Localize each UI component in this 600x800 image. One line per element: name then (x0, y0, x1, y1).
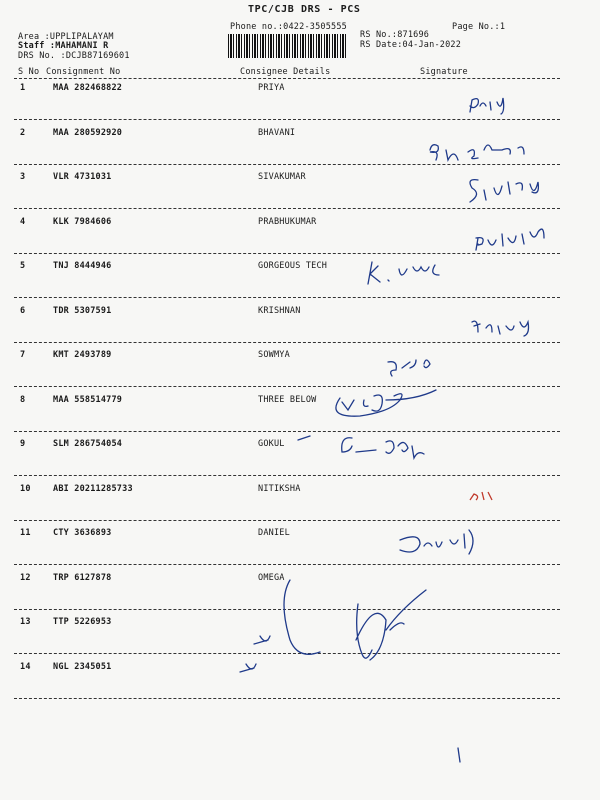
signature-mark-bottom (458, 748, 460, 762)
row-sno: 3 (20, 172, 26, 182)
signature-krishnan (472, 321, 529, 336)
row-sno: 12 (20, 572, 31, 583)
header-divider (14, 78, 560, 79)
col-consignee: Consignee Details (240, 67, 331, 77)
row-consignment: ABI 20211285733 (53, 483, 133, 494)
row-divider (14, 253, 560, 254)
row-consignment: TDR 5307591 (53, 305, 112, 316)
signature-daniel (400, 530, 473, 554)
row-sno: 5 (20, 261, 26, 271)
rs-number: RS No.:871696 (360, 30, 430, 40)
row-sno: 6 (20, 305, 26, 316)
page-number: Page No.:1 (452, 22, 506, 32)
row-divider (14, 564, 560, 565)
row-consignee: SIVAKUMAR (258, 172, 306, 182)
row-consignment: TTP 5226953 (53, 617, 112, 627)
barcode (228, 34, 348, 58)
row-sno: 13 (20, 617, 31, 627)
row-divider (14, 297, 560, 298)
row-sno: 4 (20, 216, 26, 227)
row-consignment: NGL 2345051 (53, 661, 112, 672)
row-consignee: THREE BELOW (258, 394, 317, 405)
row-consignee: BHAVANI (258, 127, 296, 138)
row-consignee: PRIYA (258, 83, 285, 93)
row-sno: 8 (20, 394, 26, 405)
signature-gokul (298, 436, 424, 458)
row-consignee: DANIEL (258, 528, 290, 538)
row-divider (14, 208, 560, 209)
row-consignee: KRISHNAN (258, 305, 301, 316)
signature-red-initial (470, 492, 492, 500)
row-divider (14, 386, 560, 387)
row-consignment: MAA 558514779 (53, 394, 123, 405)
row-divider (14, 475, 560, 476)
drs-number: DRS No. :DCJB87169601 (18, 51, 130, 61)
row-sno: 10 (20, 483, 31, 494)
signature-prabhukumar (476, 229, 544, 250)
signature-priya (470, 98, 504, 114)
row-consignee: GOKUL (258, 439, 285, 449)
signature-sowmya (388, 360, 430, 376)
row-divider (14, 164, 560, 165)
signature-sivakumar (470, 180, 538, 202)
row-divider (14, 698, 560, 699)
row-sno: 2 (20, 127, 26, 138)
row-sno: 7 (20, 350, 26, 360)
rs-date: RS Date:04-Jan-2022 (360, 40, 462, 50)
signature-bhavani (430, 145, 524, 160)
col-sno: S No (18, 67, 40, 77)
row-consignee: GORGEOUS TECH (258, 261, 328, 271)
row-consignee: OMEGA (258, 572, 285, 583)
row-consignment: SLM 286754054 (53, 439, 123, 449)
signature-omega-13-14 (240, 580, 426, 672)
row-divider (14, 653, 560, 654)
row-consignment: KMT 2493789 (53, 350, 112, 360)
area-label: Area :UPPLIPALAYAM (18, 32, 114, 42)
row-consignee: PRABHUKUMAR (258, 216, 317, 227)
phone-number: Phone no.:0422-3505555 (230, 22, 347, 32)
col-consignment: Consignment No (46, 67, 121, 77)
row-sno: 14 (20, 661, 31, 672)
row-divider (14, 119, 560, 120)
row-sno: 11 (20, 528, 31, 538)
staff-label: Staff :MAHAMANI R (18, 41, 109, 51)
row-sno: 1 (20, 83, 26, 93)
row-consignment: TNJ 8444946 (53, 261, 112, 271)
row-sno: 9 (20, 439, 26, 449)
row-consignment: CTY 3636893 (53, 528, 112, 538)
signature-vijay (336, 390, 436, 416)
row-consignment: MAA 280592920 (53, 127, 123, 138)
row-consignment: MAA 282468822 (53, 83, 123, 93)
signature-k-umg (368, 262, 439, 284)
col-signature: Signature (420, 67, 468, 77)
row-consignee: NITIKSHA (258, 483, 301, 494)
row-consignment: KLK 7984606 (53, 216, 112, 227)
row-divider (14, 431, 560, 432)
row-consignee: SOWMYA (258, 350, 290, 360)
row-divider (14, 609, 560, 610)
row-divider (14, 342, 560, 343)
row-divider (14, 520, 560, 521)
row-consignment: VLR 4731031 (53, 172, 112, 182)
row-consignment: TRP 6127878 (53, 572, 112, 583)
doc-title: TPC/CJB DRS - PCS (248, 4, 361, 15)
